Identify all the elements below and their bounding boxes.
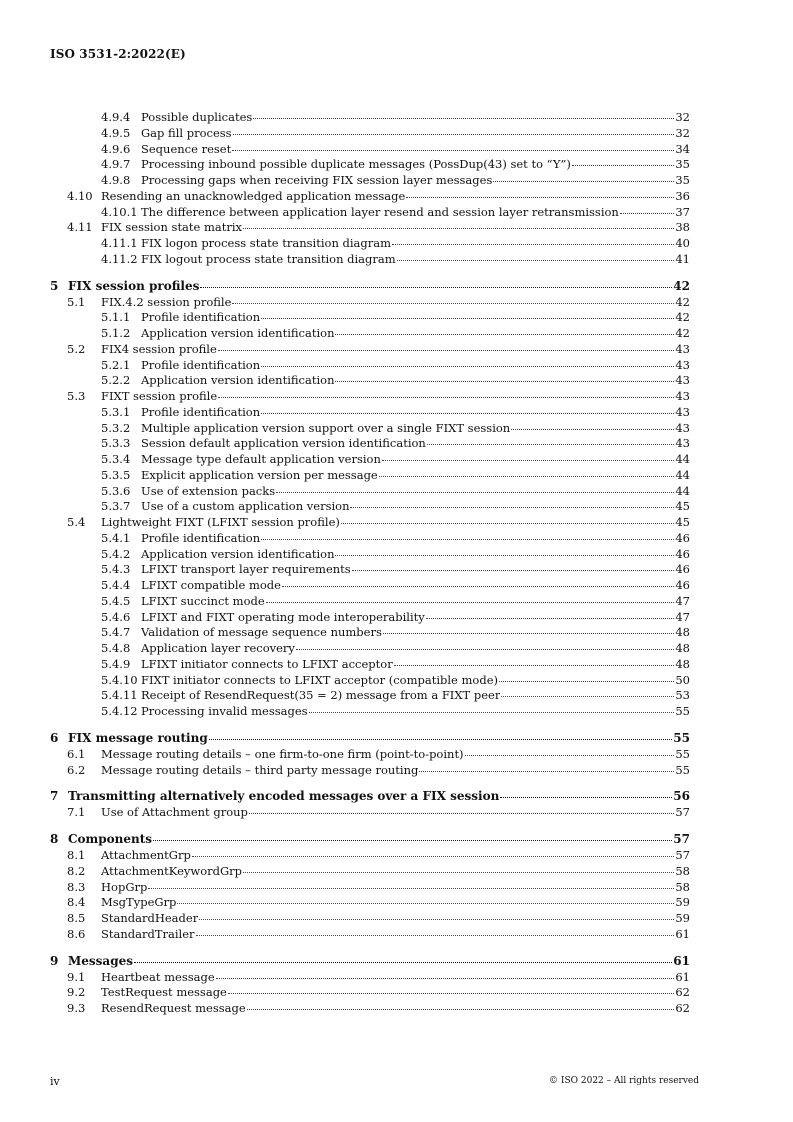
toc-leader-dots xyxy=(350,506,674,508)
toc-leader-dots xyxy=(465,754,675,756)
toc-entry-number: 5.3.5 xyxy=(101,467,131,482)
toc-entry-number: 5.3.4 xyxy=(101,452,131,466)
toc-leader-dots xyxy=(249,812,674,814)
toc-entry-number: 6.1 xyxy=(67,746,86,761)
toc-leader-dots xyxy=(243,227,674,229)
toc-entry-title: Components xyxy=(68,832,153,846)
toc-leader-dots xyxy=(296,648,674,650)
toc-leader-dots xyxy=(261,538,674,540)
toc-entry-title: Message routing details – one firm-to-one firm (point-to-point) xyxy=(101,746,464,761)
toc-leader-dots xyxy=(620,212,675,214)
toc-entry-number: 5.4.2 xyxy=(101,546,131,561)
toc-entry-page: 53 xyxy=(675,688,690,703)
toc-entry-title: Application version identification xyxy=(141,326,335,340)
toc-leader-dots xyxy=(153,839,672,841)
toc-entry-page: 58 xyxy=(675,863,690,878)
toc-entry[interactable] xyxy=(50,421,690,437)
toc-entry-title: Profile identification xyxy=(141,530,261,545)
toc-entry-number: 5.4.8 xyxy=(101,641,131,655)
toc-entry-number: 4.11 xyxy=(67,220,93,235)
toc-entry-page: 46 xyxy=(675,546,690,561)
toc-entry-title: Use of Attachment group xyxy=(101,805,248,820)
toc-entry[interactable] xyxy=(50,531,690,547)
toc-leader-dots xyxy=(253,117,674,119)
toc-leader-dots xyxy=(406,196,674,198)
toc-entry-title: Resending an unacknowledged application message xyxy=(101,188,406,203)
toc-entry[interactable] xyxy=(50,911,690,927)
toc-entry-number: 5.3.1 xyxy=(101,404,131,419)
toc-entry-title: Processing invalid messages xyxy=(141,704,308,718)
toc-entry-title: Validation of message sequence numbers xyxy=(141,625,382,640)
toc-leader-dots xyxy=(199,918,674,920)
toc-entry-number: 8.1 xyxy=(67,848,86,862)
table-of-contents xyxy=(50,110,690,1017)
toc-leader-dots xyxy=(247,1008,675,1010)
toc-entry-title: LFIXT and FIXT operating mode interoperability xyxy=(141,609,425,624)
toc-leader-dots xyxy=(177,902,674,904)
toc-entry-number: 8.3 xyxy=(67,879,86,894)
toc-entry[interactable] xyxy=(50,310,690,326)
toc-entry[interactable] xyxy=(50,205,690,221)
toc-entry[interactable] xyxy=(50,704,690,720)
toc-entry-page: 61 xyxy=(675,926,690,941)
toc-entry-number: 5.2.2 xyxy=(101,373,131,388)
toc-entry-page: 35 xyxy=(675,173,690,187)
toc-leader-dots xyxy=(276,491,674,493)
toc-entry[interactable] xyxy=(50,326,690,342)
toc-leader-dots xyxy=(426,617,675,619)
toc-entry-title: FIX logout process state transition diagram xyxy=(141,251,396,266)
toc-entry-title: Lightweight FIXT (LFIXT session profile) xyxy=(101,515,340,529)
toc-entry-number: 5.4.12 xyxy=(101,704,138,718)
toc-leader-dots xyxy=(216,977,675,979)
toc-entry-page: 42 xyxy=(673,278,690,293)
toc-entry-page: 32 xyxy=(675,125,690,140)
toc-entry-page: 55 xyxy=(675,704,690,718)
toc-entry-number: 6 xyxy=(50,730,59,745)
toc-entry-page: 46 xyxy=(675,530,690,545)
toc-entry-number: 5.4.9 xyxy=(101,656,131,671)
toc-entry-page: 50 xyxy=(675,672,690,687)
toc-leader-dots xyxy=(335,380,674,382)
toc-entry-page: 55 xyxy=(673,730,690,745)
toc-entry-title: FIX session state matrix xyxy=(101,220,243,235)
toc-entry[interactable] xyxy=(50,747,690,763)
toc-entry-number: 5.4.1 xyxy=(101,530,131,545)
toc-entry-title: Use of extension packs xyxy=(141,483,276,498)
toc-leader-dots xyxy=(309,711,675,713)
toc-entry-title: StandardHeader xyxy=(101,911,199,925)
toc-entry-title: The difference between application layer resend and session layer retransmission xyxy=(141,204,619,219)
toc-entry-title: Heartbeat message xyxy=(101,969,215,984)
toc-entry-page: 48 xyxy=(675,656,690,671)
toc-entry-title: Profile identification xyxy=(141,310,261,325)
toc-entry[interactable] xyxy=(50,126,690,142)
toc-entry-title: Application version identification xyxy=(141,546,335,561)
document-header: ISO 3531-2:2022(E) xyxy=(50,47,186,61)
toc-entry[interactable] xyxy=(50,641,690,657)
toc-leader-dots xyxy=(427,443,675,445)
toc-entry-number: 5.1.2 xyxy=(101,326,131,340)
toc-entry-number: 5.4.10 xyxy=(101,672,138,687)
toc-entry[interactable] xyxy=(50,895,690,911)
toc-entry-number: 9.3 xyxy=(67,1001,86,1015)
toc-entry[interactable] xyxy=(50,1001,690,1017)
toc-leader-dots xyxy=(397,259,675,261)
toc-leader-dots xyxy=(419,770,674,772)
toc-entry-page: 42 xyxy=(675,310,690,325)
toc-leader-dots xyxy=(243,871,674,873)
toc-entry-number: 5.4.11 xyxy=(101,688,138,703)
toc-entry-page: 61 xyxy=(675,969,690,984)
toc-entry-number: 5.2.1 xyxy=(101,357,131,372)
toc-entry[interactable] xyxy=(50,484,690,500)
toc-entry-title: Application layer recovery xyxy=(141,641,295,655)
toc-entry-number: 5 xyxy=(50,278,59,293)
toc-leader-dots xyxy=(500,796,672,798)
toc-entry-page: 59 xyxy=(675,911,690,925)
toc-entry-number: 5.3.7 xyxy=(101,499,131,514)
toc-entry[interactable] xyxy=(50,405,690,421)
toc-leader-dots xyxy=(266,601,675,603)
toc-entry[interactable] xyxy=(50,594,690,610)
toc-entry-page: 40 xyxy=(675,236,690,250)
toc-entry[interactable] xyxy=(50,389,690,405)
toc-entry-title: Use of a custom application version xyxy=(141,499,350,514)
toc-entry[interactable] xyxy=(50,688,690,704)
toc-entry-title: LFIXT transport layer requirements xyxy=(141,562,351,577)
toc-leader-dots xyxy=(200,286,672,288)
toc-entry-title: ResendRequest message xyxy=(101,1001,246,1015)
toc-entry-number: 9.2 xyxy=(67,985,86,1000)
toc-entry-page: 45 xyxy=(675,499,690,514)
toc-leader-dots xyxy=(572,164,675,166)
toc-entry-page: 37 xyxy=(675,204,690,219)
toc-entry-number: 5.4.6 xyxy=(101,609,131,624)
toc-entry-title: Explicit application version per message xyxy=(141,467,378,482)
toc-entry-page: 43 xyxy=(675,357,690,372)
toc-entry[interactable] xyxy=(50,110,690,126)
toc-entry-page: 55 xyxy=(675,762,690,777)
toc-leader-dots xyxy=(134,961,672,963)
toc-entry[interactable] xyxy=(50,236,690,252)
toc-entry[interactable] xyxy=(50,436,690,452)
toc-entry[interactable] xyxy=(50,730,690,747)
toc-entry[interactable] xyxy=(50,142,690,158)
toc-entry-page: 57 xyxy=(675,848,690,862)
toc-entry[interactable] xyxy=(50,953,690,970)
toc-entry-number: 5.3.6 xyxy=(101,483,131,498)
toc-entry-number: 4.9.8 xyxy=(101,173,131,187)
toc-entry-title: Message type default application version xyxy=(141,452,381,466)
toc-entry[interactable] xyxy=(50,157,690,173)
toc-entry-title: Profile identification xyxy=(141,404,261,419)
toc-entry-title: Profile identification xyxy=(141,357,261,372)
toc-leader-dots xyxy=(261,317,674,319)
toc-entry[interactable] xyxy=(50,220,690,236)
toc-entry[interactable] xyxy=(50,657,690,673)
toc-entry-number: 8.2 xyxy=(67,863,86,878)
toc-entry-number: 5.4.7 xyxy=(101,625,131,640)
toc-entry-page: 35 xyxy=(675,157,690,172)
toc-leader-dots xyxy=(394,664,675,666)
toc-entry[interactable] xyxy=(50,625,690,641)
toc-entry-title: FIXT initiator connects to LFIXT acceptor (compatible mode) xyxy=(141,672,498,687)
toc-entry-title: FIX.4.2 session profile xyxy=(101,294,232,309)
toc-entry-page: 43 xyxy=(675,341,690,356)
toc-entry-page: 43 xyxy=(675,420,690,435)
toc-entry[interactable] xyxy=(50,578,690,594)
toc-entry-number: 4.10.1 xyxy=(101,204,138,219)
toc-entry[interactable] xyxy=(50,927,690,943)
toc-entry-page: 43 xyxy=(675,436,690,451)
toc-entry-page: 57 xyxy=(673,832,690,846)
toc-entry[interactable] xyxy=(50,499,690,515)
toc-entry-page: 62 xyxy=(675,1001,690,1015)
toc-entry-title: HopGrp xyxy=(101,879,148,894)
toc-entry[interactable] xyxy=(50,970,690,986)
toc-entry-number: 5.4.4 xyxy=(101,578,131,592)
toc-entry-page: 36 xyxy=(675,188,690,203)
toc-leader-dots xyxy=(499,680,674,682)
toc-entry-page: 47 xyxy=(675,609,690,624)
toc-entry-title: LFIXT compatible mode xyxy=(141,578,281,592)
toc-leader-dots xyxy=(218,396,674,398)
toc-entry-title: Gap fill process xyxy=(141,125,232,140)
toc-leader-dots xyxy=(511,428,674,430)
toc-entry-title: Message routing details – third party message routing xyxy=(101,762,419,777)
toc-entry-page: 41 xyxy=(675,251,690,266)
toc-entry-number: 5.1 xyxy=(67,294,86,309)
toc-entry-page: 48 xyxy=(675,625,690,640)
toc-entry-page: 59 xyxy=(675,895,690,910)
toc-leader-dots xyxy=(383,632,674,634)
toc-entry[interactable] xyxy=(50,788,690,805)
toc-entry-number: 5.3.2 xyxy=(101,420,131,435)
toc-entry-title: AttachmentGrp xyxy=(101,848,191,862)
toc-entry-title: Application version identification xyxy=(141,373,335,388)
toc-entry-title: FIXT session profile xyxy=(101,389,218,403)
toc-entry[interactable] xyxy=(50,468,690,484)
toc-entry-title: Messages xyxy=(68,953,133,968)
toc-entry[interactable] xyxy=(50,278,690,295)
toc-entry-page: 61 xyxy=(673,953,690,968)
toc-entry-page: 56 xyxy=(673,789,690,804)
toc-entry-number: 4.10 xyxy=(67,188,93,203)
toc-entry-number: 7 xyxy=(50,789,59,804)
toc-entry[interactable] xyxy=(50,610,690,626)
toc-entry-page: 43 xyxy=(675,404,690,419)
toc-entry-page: 42 xyxy=(675,326,690,340)
toc-entry-page: 47 xyxy=(675,593,690,608)
toc-leader-dots xyxy=(392,243,674,245)
toc-entry-number: 6.2 xyxy=(67,762,86,777)
toc-leader-dots xyxy=(335,333,674,335)
toc-entry-title: FIX message routing xyxy=(68,730,208,745)
toc-entry[interactable] xyxy=(50,673,690,689)
toc-entry[interactable] xyxy=(50,848,690,864)
toc-leader-dots xyxy=(282,585,674,587)
toc-entry-title: FIX4 session profile xyxy=(101,341,217,356)
toc-entry-number: 4.9.7 xyxy=(101,157,131,172)
toc-entry-title: Multiple application version support over a single FIXT session xyxy=(141,420,511,435)
toc-entry-number: 8 xyxy=(50,832,59,846)
toc-entry-number: 5.4.3 xyxy=(101,562,131,577)
toc-entry-title: FIX logon process state transition diagram xyxy=(141,236,392,250)
toc-leader-dots xyxy=(209,738,673,740)
toc-entry[interactable] xyxy=(50,373,690,389)
toc-entry-number: 5.4 xyxy=(67,515,86,529)
toc-entry-number: 5.3 xyxy=(67,389,86,403)
toc-entry-number: 9.1 xyxy=(67,969,86,984)
toc-entry-number: 4.11.2 xyxy=(101,251,138,266)
toc-entry-title: FIX session profiles xyxy=(68,278,200,293)
toc-entry-number: 5.1.1 xyxy=(101,310,131,325)
toc-leader-dots xyxy=(379,475,675,477)
toc-leader-dots xyxy=(232,302,674,304)
toc-entry-page: 42 xyxy=(675,294,690,309)
toc-entry-title: Processing gaps when receiving FIX session layer messages xyxy=(141,173,493,187)
toc-entry-number: 4.11.1 xyxy=(101,236,138,250)
toc-leader-dots xyxy=(261,412,674,414)
toc-leader-dots xyxy=(493,180,674,182)
toc-entry-title: Possible duplicates xyxy=(141,110,253,124)
toc-leader-dots xyxy=(233,133,675,135)
toc-entry[interactable] xyxy=(50,880,690,896)
toc-leader-dots xyxy=(382,459,674,461)
toc-entry[interactable] xyxy=(50,189,690,205)
toc-entry-number: 5.4.5 xyxy=(101,593,131,608)
toc-entry-page: 57 xyxy=(675,805,690,820)
toc-leader-dots xyxy=(228,992,674,994)
toc-entry-title: StandardTrailer xyxy=(101,926,195,941)
toc-entry[interactable] xyxy=(50,985,690,1001)
toc-leader-dots xyxy=(196,934,675,936)
toc-entry-title: TestRequest message xyxy=(101,985,227,1000)
toc-entry-page: 32 xyxy=(675,110,690,124)
toc-entry-number: 8.4 xyxy=(67,895,86,910)
toc-leader-dots xyxy=(341,522,674,524)
toc-entry-title: Transmitting alternatively encoded messages over a FIX session xyxy=(68,789,500,804)
toc-entry-page: 38 xyxy=(675,220,690,235)
toc-leader-dots xyxy=(218,349,675,351)
toc-entry-title: AttachmentKeywordGrp xyxy=(101,863,243,878)
toc-entry[interactable] xyxy=(50,831,690,848)
toc-entry-title: Sequence reset xyxy=(141,141,232,156)
footer-copyright: © ISO 2022 – All rights reserved xyxy=(549,1076,699,1086)
toc-entry-title: Processing inbound possible duplicate messages (PossDup(43) set to “Y”) xyxy=(141,157,571,172)
toc-entry[interactable] xyxy=(50,452,690,468)
toc-entry-page: 34 xyxy=(675,141,690,156)
toc-entry-number: 5.3.3 xyxy=(101,436,131,451)
toc-entry[interactable] xyxy=(50,515,690,531)
toc-entry-page: 44 xyxy=(675,467,690,482)
toc-leader-dots xyxy=(192,855,675,857)
toc-entry-title: LFIXT initiator connects to LFIXT acceptor xyxy=(141,656,393,671)
toc-entry-title: Session default application version identification xyxy=(141,436,426,451)
toc-entry-page: 44 xyxy=(675,483,690,498)
toc-entry-number: 8.6 xyxy=(67,926,86,941)
toc-entry-page: 62 xyxy=(675,985,690,1000)
toc-entry-number: 4.9.5 xyxy=(101,125,131,140)
toc-entry-number: 5.2 xyxy=(67,341,86,356)
toc-leader-dots xyxy=(232,149,674,151)
toc-entry-page: 46 xyxy=(675,562,690,577)
toc-leader-dots xyxy=(352,569,675,571)
toc-entry[interactable] xyxy=(50,763,690,779)
toc-entry-title: Receipt of ResendRequest(35 = 2) message from a FIXT peer xyxy=(141,688,501,703)
toc-leader-dots xyxy=(148,887,674,889)
toc-entry-page: 45 xyxy=(675,515,690,529)
toc-entry-page: 46 xyxy=(675,578,690,592)
toc-entry-number: 4.9.6 xyxy=(101,141,131,156)
toc-entry-page: 44 xyxy=(675,452,690,466)
toc-entry[interactable] xyxy=(50,547,690,563)
toc-entry-number: 7.1 xyxy=(67,805,86,820)
toc-leader-dots xyxy=(335,554,674,556)
toc-entry-number: 8.5 xyxy=(67,911,86,925)
toc-entry-title: MsgTypeGrp xyxy=(101,895,177,910)
toc-entry-number: 9 xyxy=(50,953,59,968)
toc-entry-page: 55 xyxy=(675,746,690,761)
toc-entry-page: 58 xyxy=(675,879,690,894)
toc-entry-page: 43 xyxy=(675,389,690,403)
toc-entry[interactable] xyxy=(50,252,690,268)
toc-entry-page: 43 xyxy=(675,373,690,388)
footer-page-number: iv xyxy=(50,1075,60,1088)
toc-leader-dots xyxy=(261,365,674,367)
toc-entry[interactable] xyxy=(50,295,690,311)
toc-entry[interactable] xyxy=(50,342,690,358)
toc-leader-dots xyxy=(501,695,674,697)
toc-entry[interactable] xyxy=(50,173,690,189)
toc-entry[interactable] xyxy=(50,805,690,821)
toc-entry-title: LFIXT succinct mode xyxy=(141,593,265,608)
toc-entry-number: 4.9.4 xyxy=(101,110,131,124)
toc-entry[interactable] xyxy=(50,562,690,578)
toc-entry[interactable] xyxy=(50,358,690,374)
toc-entry[interactable] xyxy=(50,864,690,880)
toc-entry-page: 48 xyxy=(675,641,690,655)
